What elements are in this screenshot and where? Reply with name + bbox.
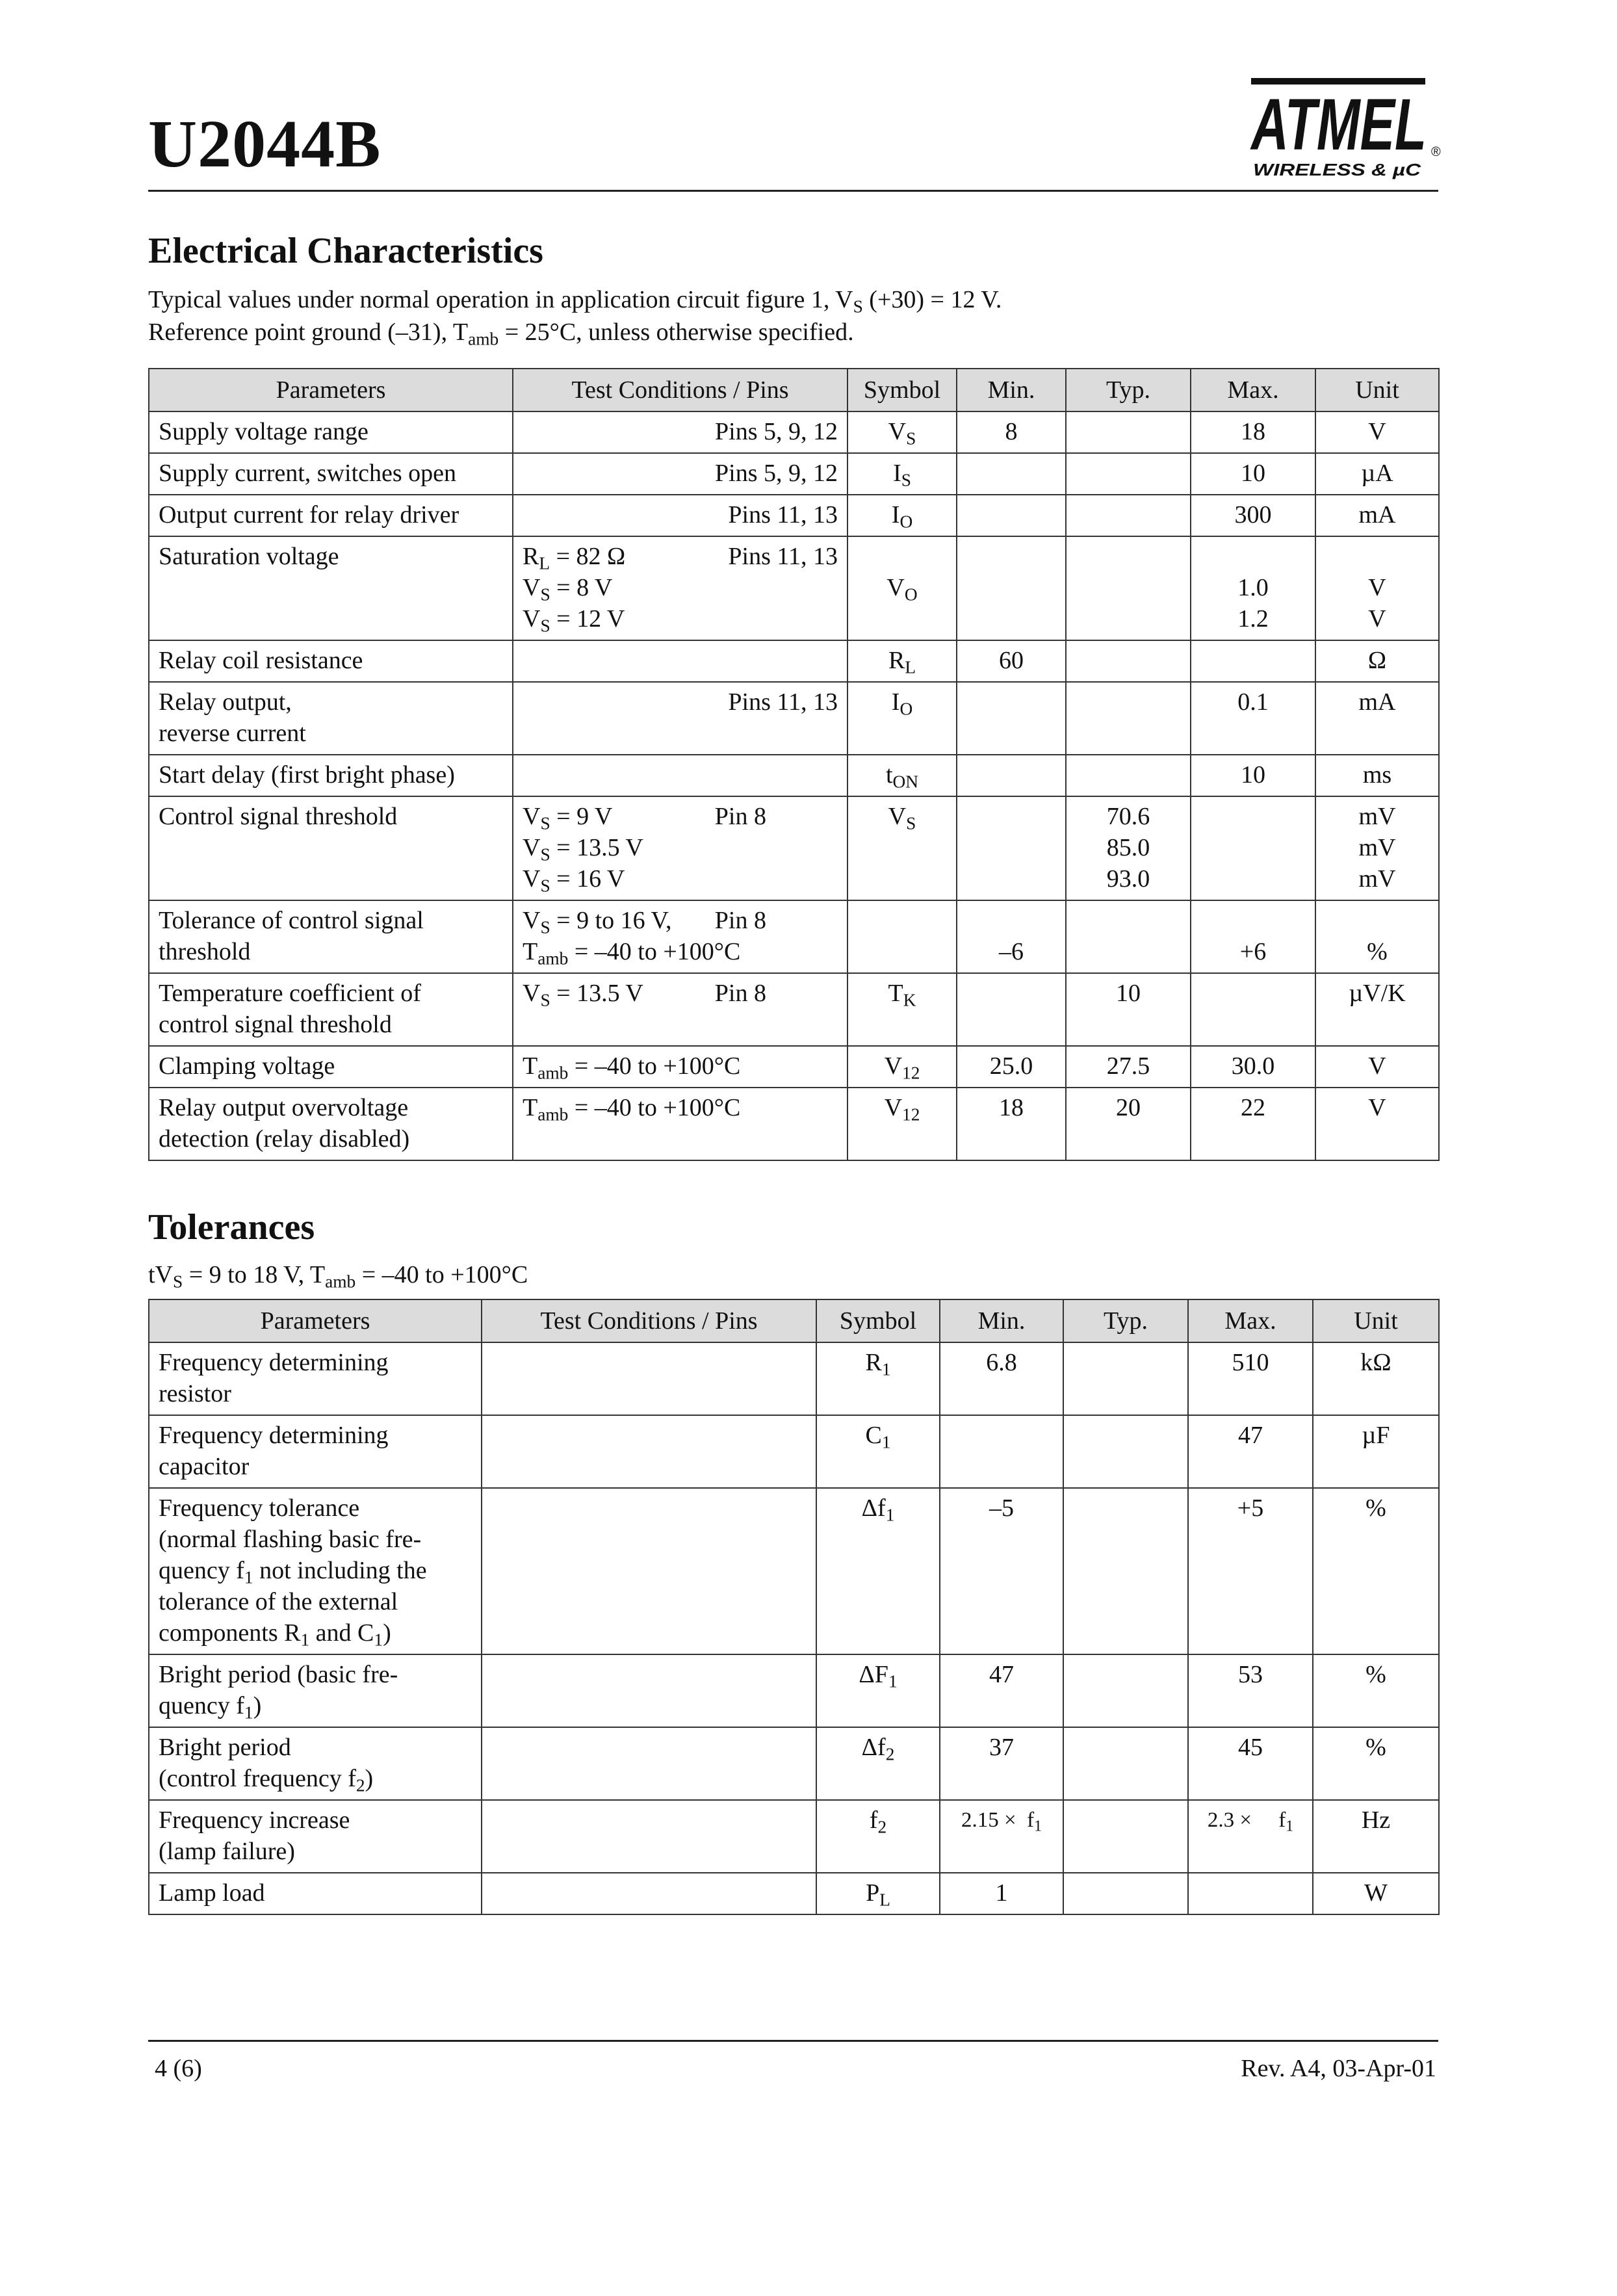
table-row bbox=[149, 973, 1439, 1046]
symbol-cell: $T_K$ bbox=[847, 973, 957, 1046]
symbol-cell: $V_{12}$ bbox=[847, 1088, 957, 1160]
electrical-intro-line1: Typical values under normal operation in application circuit figure 1, $V_S$ (+30) = 12 V. bbox=[148, 286, 1002, 317]
min-cell: –6 bbox=[957, 900, 1066, 973]
conditions-cell: $V_S = 9$ V Pin 8 $V_S = 13.5$ V $V_S = 16$ V bbox=[513, 796, 847, 900]
typ-cell bbox=[1063, 1488, 1188, 1654]
pins-cell: Pins 11, 13 bbox=[513, 682, 847, 755]
unit-cell: V bbox=[1315, 1088, 1439, 1160]
conditions-cell bbox=[482, 1488, 816, 1654]
conditions-cell bbox=[482, 1342, 816, 1415]
min-cell bbox=[957, 682, 1066, 755]
typ-cell bbox=[1066, 536, 1191, 640]
pins-cell: Pins 11, 13 bbox=[513, 495, 847, 536]
unit-cell: % bbox=[1315, 900, 1439, 973]
typ-cell bbox=[1066, 411, 1191, 453]
max-cell: +5 bbox=[1188, 1488, 1313, 1654]
param-cell: Supply voltage range bbox=[149, 411, 513, 453]
symbol-cell: $I_O$ bbox=[847, 495, 957, 536]
col-header-unit: Unit bbox=[1315, 369, 1439, 411]
min-cell: 8 bbox=[957, 411, 1066, 453]
typ-cell bbox=[1066, 640, 1191, 682]
unit-cell: V V bbox=[1315, 536, 1439, 640]
typ-cell bbox=[1066, 495, 1191, 536]
param-cell: Frequency determining resistor bbox=[149, 1342, 482, 1415]
min-cell: 60 bbox=[957, 640, 1066, 682]
table-row bbox=[149, 1654, 1439, 1727]
max-cell bbox=[1191, 640, 1315, 682]
min-cell bbox=[957, 796, 1066, 900]
symbol-cell: $t_{ON}$ bbox=[847, 755, 957, 796]
conditions-cell bbox=[482, 1800, 816, 1873]
typ-cell bbox=[1063, 1415, 1188, 1488]
logo-tagline: WIRELESS & µC bbox=[1253, 160, 1422, 179]
param-cell: Control signal threshold bbox=[149, 796, 513, 900]
typ-cell: 70.6 85.0 93.0 bbox=[1066, 796, 1191, 900]
col-header-test-conditions: Test Conditions / Pins bbox=[482, 1299, 816, 1342]
min-cell: 47 bbox=[940, 1654, 1063, 1727]
conditions-cell: $V_S = 13.5$ V Pin 8 bbox=[513, 973, 847, 1046]
unit-cell: kΩ bbox=[1313, 1342, 1439, 1415]
max-cell: 18 bbox=[1191, 411, 1315, 453]
col-header-unit: Unit bbox=[1313, 1299, 1439, 1342]
symbol-cell: $\Delta F_1$ bbox=[816, 1654, 940, 1727]
max-cell bbox=[1191, 973, 1315, 1046]
param-cell: Temperature coefficient of control signal threshold bbox=[149, 973, 513, 1046]
symbol-cell: $V_S$ bbox=[847, 411, 957, 453]
min-cell: 18 bbox=[957, 1088, 1066, 1160]
symbol-cell: $C_1$ bbox=[816, 1415, 940, 1488]
conditions-cell: $T_{amb} = -40$ to +100°C bbox=[513, 1088, 847, 1160]
param-cell: Output current for relay driver bbox=[149, 495, 513, 536]
conditions-cell: $R_L = 82$ Ω Pins 11, 13 $V_S = 8$ V $V_S = 12$ V bbox=[513, 536, 847, 640]
min-cell bbox=[940, 1415, 1063, 1488]
min-cell: 25.0 bbox=[957, 1046, 1066, 1088]
table-row bbox=[149, 1415, 1439, 1488]
max-cell bbox=[1191, 796, 1315, 900]
symbol-cell: $V_{12}$ bbox=[847, 1046, 957, 1088]
min-cell bbox=[957, 495, 1066, 536]
unit-cell: µA bbox=[1315, 453, 1439, 495]
unit-cell: V bbox=[1315, 1046, 1439, 1088]
col-header-symbol: Symbol bbox=[816, 1299, 940, 1342]
param-cell: Clamping voltage bbox=[149, 1046, 513, 1088]
conditions-cell bbox=[513, 640, 847, 682]
col-header-min: Min. bbox=[957, 369, 1066, 411]
typ-cell: 20 bbox=[1066, 1088, 1191, 1160]
col-header-typ: Typ. bbox=[1066, 369, 1191, 411]
symbol-cell: $I_O$ bbox=[847, 682, 957, 755]
col-header-test-conditions: Test Conditions / Pins bbox=[513, 369, 847, 411]
pins-cell: Pins 5, 9, 12 bbox=[513, 411, 847, 453]
conditions-cell: $V_S = 9$ to 16 V, Pin 8 $T_{amb} = -40$ to +100°C bbox=[513, 900, 847, 973]
col-header-parameters: Parameters bbox=[149, 369, 513, 411]
typ-cell: 10 bbox=[1066, 973, 1191, 1046]
electrical-intro-line2: Reference point ground (–31), $T_{amb} = 25^\circ C$, unless otherwise specified. bbox=[148, 319, 854, 349]
col-header-symbol: Symbol bbox=[847, 369, 957, 411]
unit-cell: W bbox=[1313, 1873, 1439, 1914]
electrical-intro bbox=[148, 283, 1435, 348]
symbol-cell: $R_L$ bbox=[847, 640, 957, 682]
unit-cell: µF bbox=[1313, 1415, 1439, 1488]
unit-cell: mA bbox=[1315, 495, 1439, 536]
param-cell: Supply current, switches open bbox=[149, 453, 513, 495]
max-cell: 0.1 bbox=[1191, 682, 1315, 755]
col-header-max: Max. bbox=[1191, 369, 1315, 411]
table-row bbox=[149, 755, 1439, 796]
table-row bbox=[149, 682, 1439, 755]
tolerances-heading: Tolerances bbox=[148, 1207, 315, 1247]
param-cell: Bright period (basic fre- quency $f_1$) bbox=[149, 1654, 482, 1727]
max-cell: 45 bbox=[1188, 1727, 1313, 1800]
symbol-cell: $\Delta f_2$ bbox=[816, 1727, 940, 1800]
unit-cell: Hz bbox=[1313, 1800, 1439, 1873]
table-row bbox=[149, 1800, 1439, 1873]
conditions-cell: $T_{amb} = -40$ to +100°C bbox=[513, 1046, 847, 1088]
max-cell: 53 bbox=[1188, 1654, 1313, 1727]
symbol-cell: $I_S$ bbox=[847, 453, 957, 495]
revision-label: Rev. A4, 03-Apr-01 bbox=[1241, 2055, 1436, 2082]
col-header-typ: Typ. bbox=[1063, 1299, 1188, 1342]
table-header-row bbox=[149, 1299, 1439, 1342]
min-cell: –5 bbox=[940, 1488, 1063, 1654]
tolerances-table bbox=[148, 1299, 1440, 1915]
max-cell: 300 bbox=[1191, 495, 1315, 536]
symbol-cell: $\Delta f_1$ bbox=[816, 1488, 940, 1654]
param-cell: Relay output overvoltage detection (relay disabled) bbox=[149, 1088, 513, 1160]
col-header-parameters: Parameters bbox=[149, 1299, 482, 1342]
table-row bbox=[149, 1342, 1439, 1415]
unit-cell: % bbox=[1313, 1727, 1439, 1800]
param-cell: Frequency increase (lamp failure) bbox=[149, 1800, 482, 1873]
max-cell: 47 bbox=[1188, 1415, 1313, 1488]
conditions-cell bbox=[482, 1873, 816, 1914]
table-row bbox=[149, 1488, 1439, 1654]
unit-cell: mV mV mV bbox=[1315, 796, 1439, 900]
table-row bbox=[149, 495, 1439, 536]
max-cell: 22 bbox=[1191, 1088, 1315, 1160]
max-cell: +6 bbox=[1191, 900, 1315, 973]
typ-cell bbox=[1063, 1654, 1188, 1727]
symbol-cell: $P_L$ bbox=[816, 1873, 940, 1914]
symbol-cell: $R_1$ bbox=[816, 1342, 940, 1415]
page-number: 4 (6) bbox=[155, 2055, 202, 2082]
unit-cell: % bbox=[1313, 1654, 1439, 1727]
col-header-min: Min. bbox=[940, 1299, 1063, 1342]
unit-cell: µV/K bbox=[1315, 973, 1439, 1046]
unit-cell: mA bbox=[1315, 682, 1439, 755]
param-cell: Frequency determining capacitor bbox=[149, 1415, 482, 1488]
param-cell: Relay coil resistance bbox=[149, 640, 513, 682]
table-header-row bbox=[149, 369, 1439, 411]
typ-cell bbox=[1066, 682, 1191, 755]
min-cell: 37 bbox=[940, 1727, 1063, 1800]
max-cell: 1.0 1.2 bbox=[1191, 536, 1315, 640]
table-row bbox=[149, 411, 1439, 453]
min-cell: $2.15 \times f_1$ bbox=[940, 1800, 1063, 1873]
electrical-table bbox=[148, 368, 1440, 1161]
param-cell: Start delay (first bright phase) bbox=[149, 755, 513, 796]
table-row bbox=[149, 796, 1439, 900]
unit-cell: V bbox=[1315, 411, 1439, 453]
min-cell bbox=[957, 453, 1066, 495]
param-cell: Relay output, reverse current bbox=[149, 682, 513, 755]
unit-cell: ms bbox=[1315, 755, 1439, 796]
unit-cell: % bbox=[1313, 1488, 1439, 1654]
max-cell: 2.3 × $f_1$ bbox=[1188, 1800, 1313, 1873]
typ-cell bbox=[1063, 1727, 1188, 1800]
registered-mark: ® bbox=[1431, 145, 1441, 159]
param-cell: Frequency tolerance (normal flashing basic fre- quency $f_1$ not including the tolerance of the external components $R_1$ and $C_1$) bbox=[149, 1488, 482, 1654]
document-title: U2044B bbox=[148, 107, 382, 181]
max-cell: 30.0 bbox=[1191, 1046, 1315, 1088]
table-row bbox=[149, 536, 1439, 640]
atmel-logo bbox=[1248, 73, 1443, 183]
typ-cell bbox=[1066, 755, 1191, 796]
footer-rule bbox=[148, 2040, 1438, 2042]
conditions-cell bbox=[482, 1727, 816, 1800]
min-cell bbox=[957, 973, 1066, 1046]
param-cell: Lamp load bbox=[149, 1873, 482, 1914]
param-cell: Bright period (control frequency $f_2$) bbox=[149, 1727, 482, 1800]
table-row bbox=[149, 1873, 1439, 1914]
min-cell: 6.8 bbox=[940, 1342, 1063, 1415]
table-row bbox=[149, 640, 1439, 682]
max-cell: 510 bbox=[1188, 1342, 1313, 1415]
min-cell: 1 bbox=[940, 1873, 1063, 1914]
table-row bbox=[149, 1727, 1439, 1800]
typ-cell bbox=[1066, 900, 1191, 973]
typ-cell bbox=[1063, 1800, 1188, 1873]
table-row bbox=[149, 453, 1439, 495]
symbol-cell: $V_S$ bbox=[847, 796, 957, 900]
table-row bbox=[149, 1088, 1439, 1160]
typ-cell bbox=[1063, 1342, 1188, 1415]
header-rule bbox=[148, 190, 1438, 192]
conditions-cell bbox=[482, 1654, 816, 1727]
unit-cell: Ω bbox=[1315, 640, 1439, 682]
param-cell: Saturation voltage bbox=[149, 536, 513, 640]
min-cell bbox=[957, 536, 1066, 640]
typ-cell bbox=[1063, 1873, 1188, 1914]
table-row bbox=[149, 900, 1439, 973]
table-row bbox=[149, 1046, 1439, 1088]
conditions-cell bbox=[482, 1415, 816, 1488]
param-cell: Tolerance of control signal threshold bbox=[149, 900, 513, 973]
electrical-heading: Electrical Characteristics bbox=[148, 231, 543, 271]
col-header-max: Max. bbox=[1188, 1299, 1313, 1342]
max-cell: 10 bbox=[1191, 453, 1315, 495]
max-cell bbox=[1188, 1873, 1313, 1914]
logo-wordmark: ATMEL bbox=[1249, 84, 1427, 165]
tolerances-intro: $tV_S = 9$ to 18 V, $T_{amb} = -40$ to +100°C bbox=[148, 1261, 528, 1292]
pins-cell: Pins 5, 9, 12 bbox=[513, 453, 847, 495]
max-cell: 10 bbox=[1191, 755, 1315, 796]
symbol-cell: $V_O$ bbox=[847, 536, 957, 640]
min-cell bbox=[957, 755, 1066, 796]
typ-cell bbox=[1066, 453, 1191, 495]
typ-cell: 27.5 bbox=[1066, 1046, 1191, 1088]
symbol-cell: $f_2$ bbox=[816, 1800, 940, 1873]
conditions-cell bbox=[513, 755, 847, 796]
symbol-cell bbox=[847, 900, 957, 973]
